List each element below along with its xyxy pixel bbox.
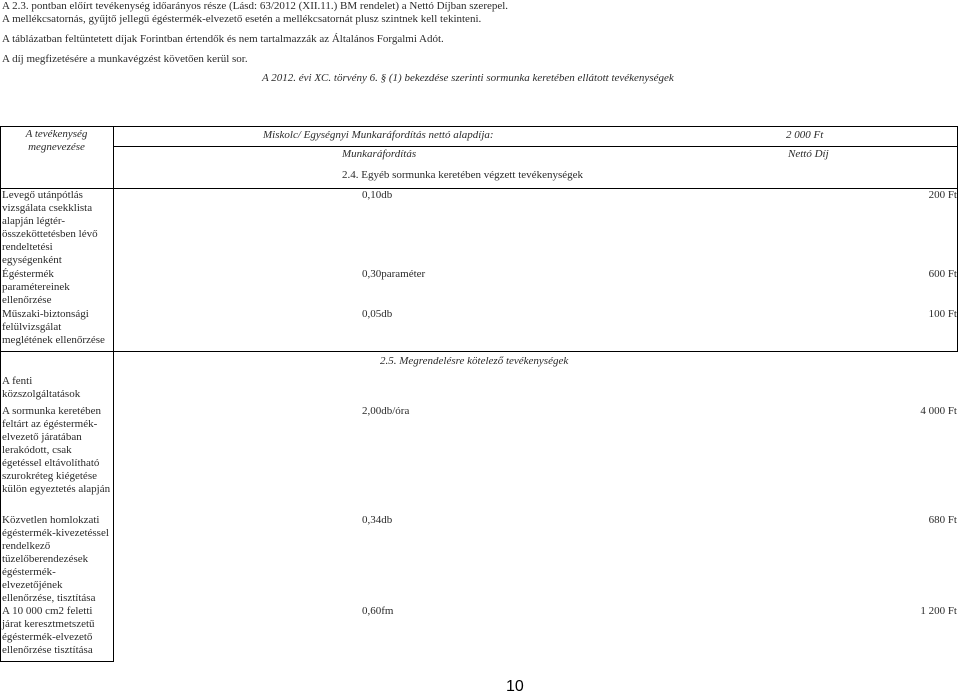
- row-effort: 0,30paraméter: [362, 268, 426, 280]
- name-column-border: [113, 126, 114, 662]
- row-effort: 0,10db: [362, 189, 393, 201]
- section-24-title: 2.4. Egyéb sormunka keretében végzett tevékenységek: [342, 169, 583, 181]
- row-fee: 200 Ft: [928, 189, 957, 201]
- page-number: 10: [506, 678, 524, 695]
- row-effort: 0,05db: [362, 308, 393, 320]
- intro-line-4: A díj megfizetésére a munkavégzést követően kerül sor.: [2, 53, 248, 65]
- header-divider: [113, 146, 958, 147]
- table-left-border: [0, 126, 1, 662]
- row-effort: 2,00db/óra: [362, 405, 410, 417]
- header-activity-name: A tevékenység megnevezése: [25, 128, 88, 153]
- group-label: A fenti közszolgáltatások: [2, 375, 81, 400]
- intro-line-1: A 2.3. pontban előírt tevékenység időarányos része (Lásd: 63/2012 (XII.11.) BM rendelet) a Nettó Díjban szerepel.: [2, 0, 509, 12]
- section-24-bottom-border: [0, 351, 958, 352]
- intro-line-2: A mellékcsatornás, gyűjtő jellegű égéstermék-elvezető esetén a mellékcsatornát plusz szintnek kell tekinteni.: [2, 13, 482, 25]
- row-name: A 10 000 cm2 feletti járat keresztmetszetű égéstermék-elvezető ellenőrzése tisztítása: [2, 605, 95, 656]
- law-caption: A 2012. évi XC. törvény 6. § (1) bekezdése szerinti sormunka keretében ellátott tevékenységek: [262, 72, 674, 84]
- row-fee: 4 000 Ft: [920, 405, 957, 417]
- row-fee: 680 Ft: [928, 514, 957, 526]
- header-net-fee: Nettó Díj: [788, 148, 829, 160]
- row-name: Műszaki-biztonsági felülvizsgálat meglétének ellenőrzése: [2, 308, 105, 346]
- row-effort: 0,34db: [362, 514, 393, 526]
- header-base-fee-value: 2 000 Ft: [786, 129, 824, 141]
- table-right-border: [957, 126, 958, 352]
- row-name: Levegő utánpótlás vizsgálata csekklista alapján légtér-összeköttetésben lévő rendeltetési egységenként: [2, 189, 98, 266]
- row-fee: 100 Ft: [928, 308, 957, 320]
- row-effort: 0,60fm: [362, 605, 394, 617]
- table-top-border: [0, 126, 958, 127]
- header-effort: Munkaráfordítás: [342, 148, 417, 160]
- row-name: Közvetlen homlokzati égéstermék-kivezetéssel rendelkező tüzelőberendezések égéstermék-elvezetőjének ellenőrzése, tisztítása: [2, 514, 109, 604]
- section-25-title: 2.5. Megrendelésre kötelező tevékenységek: [380, 355, 569, 367]
- row-name: A sormunka keretében feltárt az égéstermék-elvezető járatában lerakódott, csak égetéssel eltávolítható szurokréteg kiégetése külön egyeztetés alapján: [2, 405, 111, 495]
- row-name: Égéstermék paramétereinek ellenőrzése: [2, 268, 70, 306]
- row-fee: 600 Ft: [928, 268, 957, 280]
- intro-line-3: A táblázatban feltüntetett díjak Forintban értendők és nem tartalmazzák az Általános Forgalmi Adót.: [2, 33, 444, 45]
- table-bottom-border: [0, 661, 113, 662]
- row-fee: 1 200 Ft: [920, 605, 957, 617]
- header-base-fee-label: Miskolc/ Egységnyi Munkaráfordítás nettó alapdíja:: [263, 129, 494, 141]
